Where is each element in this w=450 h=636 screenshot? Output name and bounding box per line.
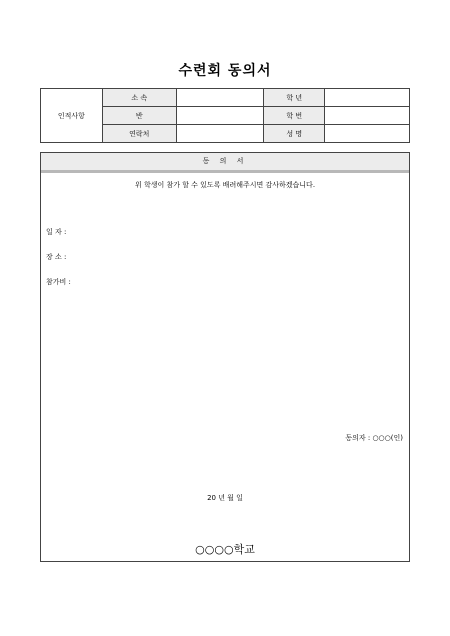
info-row-affiliation: [41, 89, 410, 107]
contact-label: 연락처: [102, 125, 176, 143]
personal-info-table: [40, 88, 410, 143]
signer-line: 동의자 : ○○○(인): [345, 434, 403, 442]
consent-header: 동 의 서: [41, 153, 409, 173]
contact-field[interactable]: [176, 125, 264, 143]
consent-box: [40, 152, 410, 562]
student-number-field[interactable]: [325, 107, 410, 125]
grade-label: 학 년: [264, 89, 325, 107]
class-label: 반: [102, 107, 176, 125]
document-title: 수련회 동의서: [178, 63, 272, 79]
affiliation-label: 소 속: [102, 89, 176, 107]
signing-date-line: 20 년 월 일: [207, 494, 243, 502]
school-name: ○○○○학교: [195, 543, 255, 556]
grade-field[interactable]: [325, 89, 410, 107]
event-date-label: 일 자 :: [46, 228, 67, 236]
consent-intro-text: 위 학생이 참가 할 수 있도록 배려해주시면 감사하겠습니다.: [134, 181, 316, 189]
affiliation-field[interactable]: [176, 89, 264, 107]
participation-fee-label: 참가비 :: [46, 278, 71, 286]
name-label: 성 명: [264, 125, 325, 143]
event-place-label: 장 소 :: [46, 253, 67, 261]
student-number-label: 학 번: [264, 107, 325, 125]
name-field[interactable]: [325, 125, 410, 143]
class-field[interactable]: [176, 107, 264, 125]
personal-info-label: 인적사항: [41, 89, 103, 143]
